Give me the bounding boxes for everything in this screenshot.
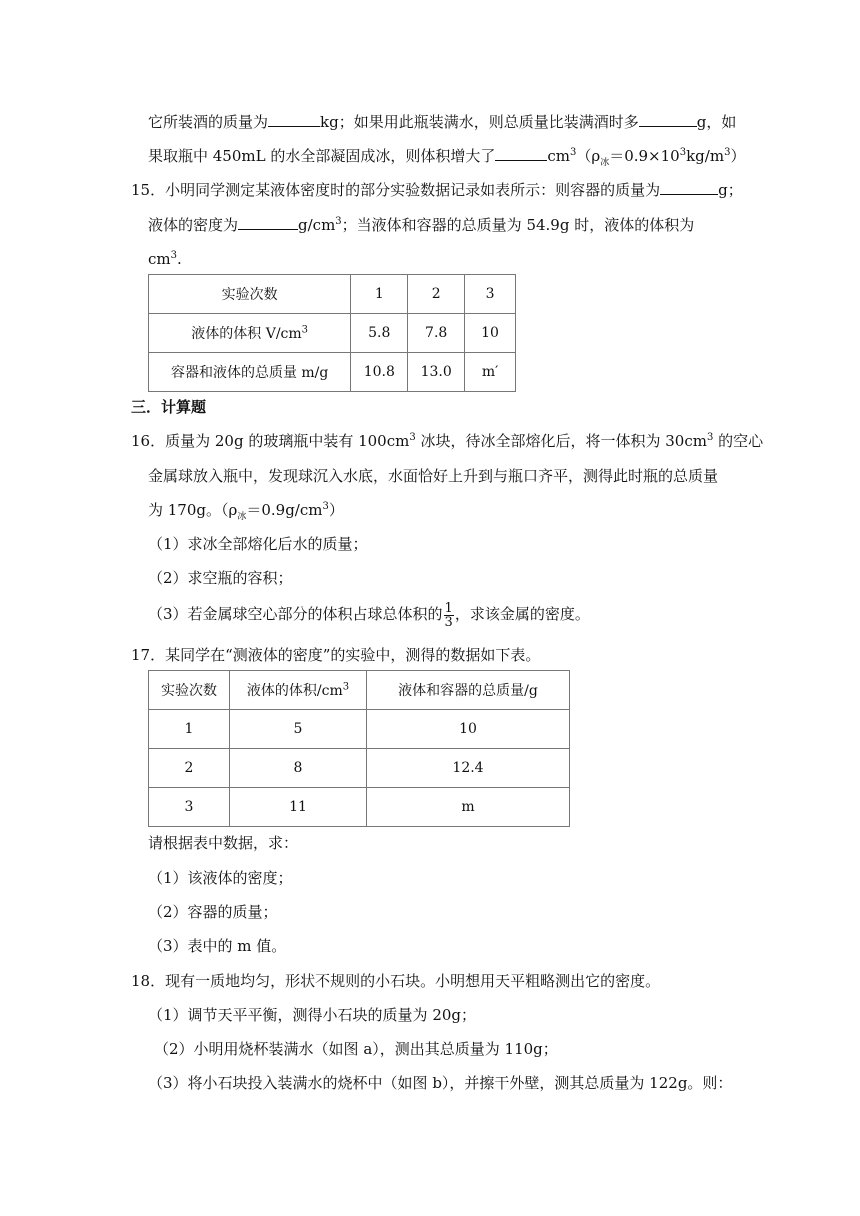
sub-question: （3）将小石块投入装满水的烧杯中（如图 b），并擦干外壁，测其总质量为 122g。则： xyxy=(148,1074,733,1092)
text-line: 液体的密度为 $g/cm^3$；当液体和容器的总质量为 54.9g 时，液体的体积为 xyxy=(148,216,695,234)
question-15-line: 15．小明同学测定某液体密度时的部分实验数据记录如表所示：则容器的质量为 g； xyxy=(131,181,743,199)
answer-blank xyxy=(660,180,718,195)
text-line: $cm^3$. xyxy=(148,250,182,268)
sub-question: （1）求冰全部熔化后水的质量； xyxy=(148,535,368,553)
text-line: 请根据表中数据，求： xyxy=(148,834,299,852)
sub-question: （3）若金属球空心部分的体积占球总体积的 $\frac{1}{3}$ ，求该金属的密度。 xyxy=(148,600,590,630)
question-number: 17． xyxy=(131,646,166,664)
question-17-line: 17．某同学在“测液体的密度”的实验中，测得的数据如下表。 xyxy=(131,646,541,664)
sub-question: （1）调节天平平衡，测得小石块的质量为 20g； xyxy=(148,1006,477,1024)
answer-blank xyxy=(268,112,320,127)
sub-question: （1）该液体的密度； xyxy=(148,869,293,887)
answer-blank xyxy=(495,146,547,161)
sub-question: （2）容器的质量； xyxy=(148,903,278,921)
question-16-line: 16．质量为 20g 的玻璃瓶中装有 $100cm^3$ 冰块，待冰全部熔化后，将一体积为 $30cm^3$ 的空心 xyxy=(131,432,764,450)
section-heading: 三．计算题 xyxy=(131,398,207,416)
question-number: 18． xyxy=(131,972,166,990)
answer-blank xyxy=(639,112,697,127)
text-line: 果取瓶中 450mL 的水全部凝固成冰，则体积增大了 $cm^3(\rho_冰=0.9\times 10^3kg/m^3)$ xyxy=(148,147,746,168)
q17-data-table: 实验次数 液体的体积$/cm^3$ 液体和容器的总质量/g 1 5 10 2 8 12.4 3 11 m xyxy=(148,670,570,827)
fraction: $\frac{1}{3}$ xyxy=(444,600,453,630)
sub-question: （3）表中的 m 值。 xyxy=(148,937,287,955)
sub-question: （2）求空瓶的容积； xyxy=(148,569,293,587)
q15-data-table: 实验次数 1 2 3 液体的体积 $V/cm^3$ 5.8 7.8 10 容器和液体的总质量 m/g 10.8 13.0 m′ xyxy=(148,274,516,392)
answer-blank xyxy=(238,215,298,230)
sub-question: （2）小明用烧杯装满水（如图 a），测出其总质量为 110g； xyxy=(154,1040,558,1058)
text-line: 金属球放入瓶中，发现球沉入水底，水面恰好上升到与瓶口齐平，测得此时瓶的总质量 xyxy=(148,467,719,485)
question-number: 15． xyxy=(131,181,166,199)
text-line: 它所装酒的质量为 kg；如果用此瓶装满水，则总质量比装满酒时多 g，如 xyxy=(148,113,737,131)
text-line: 为 170g。$(\rho_冰=0.9g/cm^3)$ xyxy=(148,501,344,522)
question-number: 16． xyxy=(131,432,166,450)
question-18-line: 18．现有一质地均匀，形状不规则的小石块。小明想用天平粗略测出它的密度。 xyxy=(131,972,661,990)
